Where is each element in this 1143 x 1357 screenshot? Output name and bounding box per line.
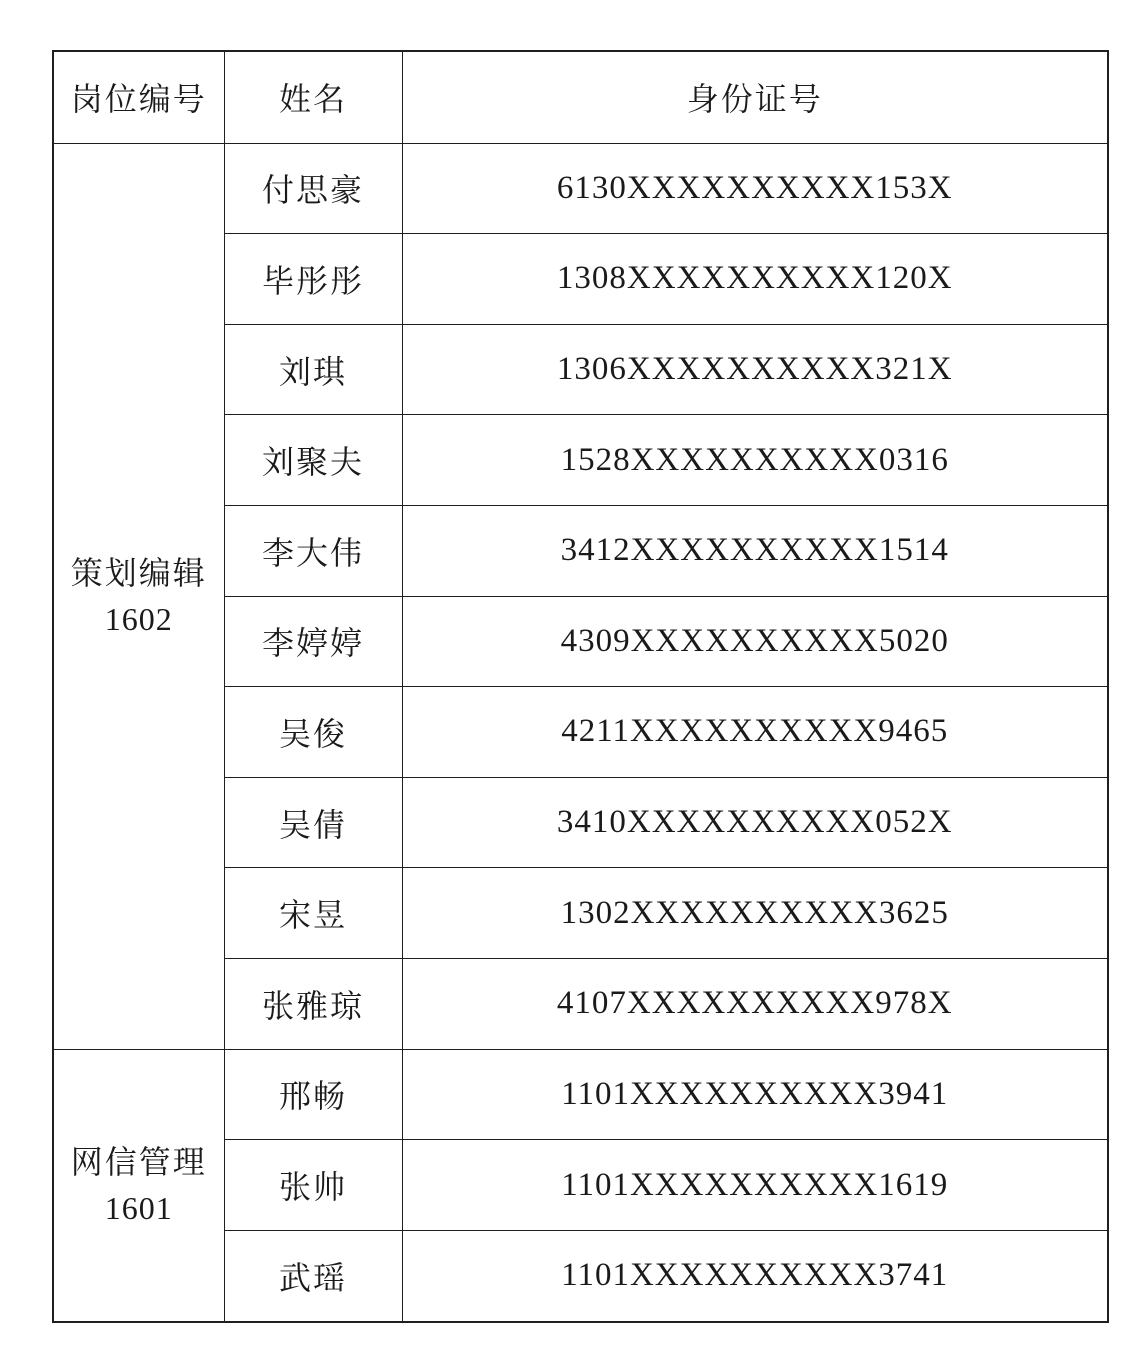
- name-cell: 李婷婷: [224, 596, 402, 687]
- name-cell: 付思豪: [224, 143, 402, 234]
- id-cell: 4309XXXXXXXXXX5020: [402, 596, 1108, 687]
- id-cell: 1306XXXXXXXXXX321X: [402, 324, 1108, 415]
- id-cell: 1302XXXXXXXXXX3625: [402, 868, 1108, 959]
- name-cell: 李大伟: [224, 505, 402, 596]
- name-cell: 张雅琼: [224, 958, 402, 1049]
- id-cell: 1101XXXXXXXXXX3741: [402, 1230, 1108, 1322]
- header-id-number: 身份证号: [402, 51, 1108, 143]
- group-code-label: 1602: [104, 601, 173, 638]
- name-cell: 武瑶: [224, 1230, 402, 1322]
- id-cell: 4107XXXXXXXXXX978X: [402, 958, 1108, 1049]
- name-cell: 吴俊: [224, 687, 402, 778]
- name-cell: 吴倩: [224, 777, 402, 868]
- group-position-label: 网信管理: [70, 1143, 207, 1180]
- id-cell: 4211XXXXXXXXXX9465: [402, 687, 1108, 778]
- name-cell: 毕彤彤: [224, 234, 402, 325]
- position-roster-table: [52, 50, 1109, 1323]
- group-position-label: 策划编辑: [70, 554, 207, 591]
- table-row: [53, 1049, 1108, 1140]
- id-cell: 1101XXXXXXXXXX1619: [402, 1140, 1108, 1231]
- header-row: [53, 51, 1108, 143]
- id-cell: 6130XXXXXXXXXX153X: [402, 143, 1108, 234]
- name-cell: 刘琪: [224, 324, 402, 415]
- id-cell: 3410XXXXXXXXXX052X: [402, 777, 1108, 868]
- group-cell-1601: [53, 1049, 224, 1322]
- name-cell: 张帅: [224, 1140, 402, 1231]
- id-cell: 1101XXXXXXXXXX3941: [402, 1049, 1108, 1140]
- id-cell: 1308XXXXXXXXXX120X: [402, 234, 1108, 325]
- id-cell: 3412XXXXXXXXXX1514: [402, 505, 1108, 596]
- name-cell: 刘聚夫: [224, 415, 402, 506]
- name-cell: 宋昱: [224, 868, 402, 959]
- group-code-label: 1601: [104, 1190, 173, 1227]
- name-cell: 邢畅: [224, 1049, 402, 1140]
- header-position-code: 岗位编号: [53, 51, 224, 143]
- table-row: [53, 143, 1108, 234]
- id-cell: 1528XXXXXXXXXX0316: [402, 415, 1108, 506]
- group-cell-1602: [53, 143, 224, 1049]
- header-name: 姓名: [224, 51, 402, 143]
